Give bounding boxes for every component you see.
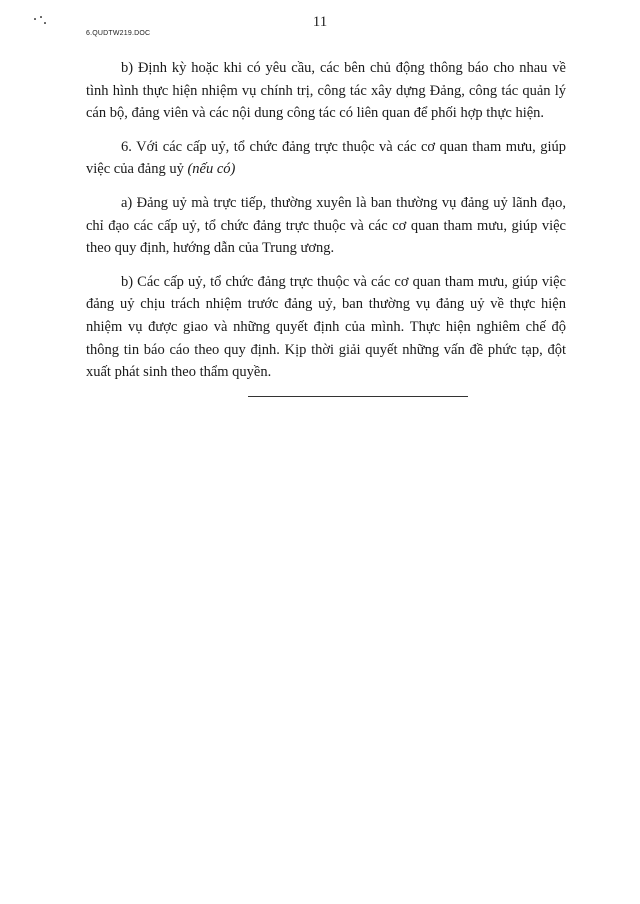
paragraph-text: b) Các cấp uỷ, tổ chức đảng trực thuộc và các cơ quan tham mưu, giúp việc đảng uỷ chịu trách nhiệm trước đảng uỷ, ban thường vụ đảng uỷ về thực hiện nhiệm vụ được giao và những quyết định của mình. Thực hiện nghiêm chế độ thông tin báo cáo theo quy định. Kịp thời giải quyết những vấn đề phức tạp, đột xuất phát sinh theo thẩm quyền.: [86, 273, 566, 381]
paragraph-italic-note: (nếu có): [187, 161, 236, 178]
paragraph-section-6-heading: [86, 136, 566, 181]
paragraph-b-responsibility: [86, 271, 566, 384]
paragraph-text: 6. Với các cấp uỷ, tổ chức đảng trực thuộc và các cơ quan tham mưu, giúp việc của đảng uỷ: [86, 138, 566, 178]
page-number: 11: [312, 14, 328, 30]
paragraph-text: b) Định kỳ hoặc khi có yêu cầu, các bên chủ động thông báo cho nhau về tình hình thực hiện nhiệm vụ chính trị, công tác xây dựng Đảng, công tác quản lý cán bộ, đảng viên và các nội dung công tác có liên quan để phối hợp thực hiện.: [86, 60, 566, 122]
paragraph-text: a) Đảng uỷ mà trực tiếp, thường xuyên là ban thường vụ đảng uỷ lãnh đạo, chỉ đạo các cấp uỷ, tổ chức đảng trực thuộc và các cơ quan tham mưu, giúp việc theo quy định, hướng dẫn của Trung ương.: [86, 194, 566, 257]
end-of-document-rule: [248, 396, 468, 397]
paragraph-a-leadership: [86, 192, 566, 260]
file-name-label: 6.QUDTW219.DOC: [86, 30, 151, 37]
paragraph-b-notification: [86, 57, 566, 125]
document-body: [86, 57, 566, 395]
